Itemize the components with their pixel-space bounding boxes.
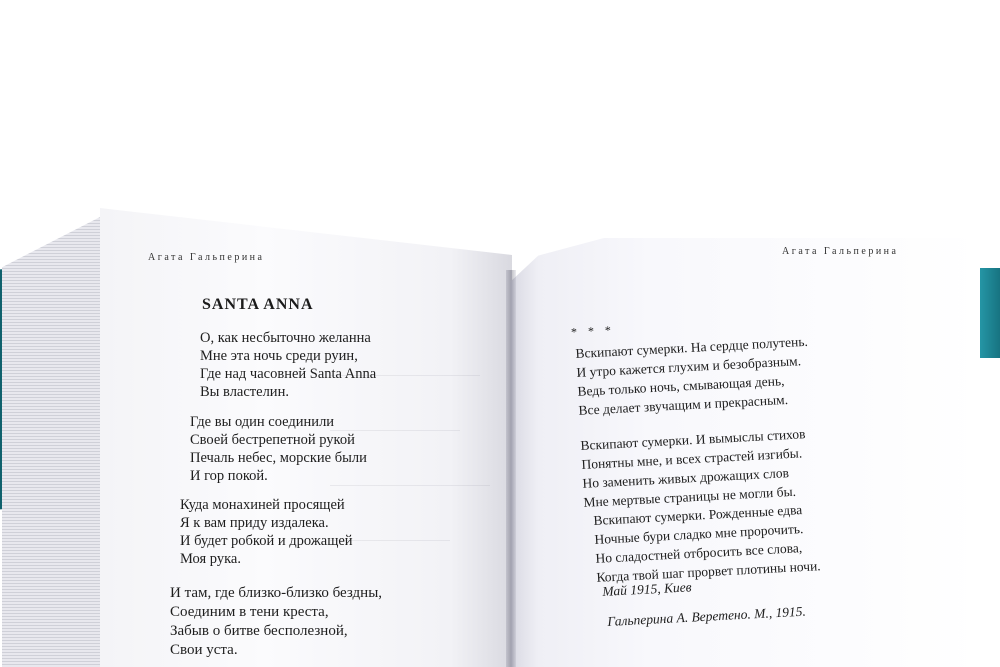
poem-line: Понятны мне, и всех страстей изгибы. xyxy=(581,445,803,472)
poem-line: Вскипают сумерки. И вымыслы стихов xyxy=(580,426,806,453)
left-stanza-2 xyxy=(190,413,367,485)
poem-line: Мне мертвые страницы не могли бы. xyxy=(583,483,797,510)
poem-line: Но заменить живых дрожащих слов xyxy=(582,465,790,491)
poem-line: Я к вам приду издалека. xyxy=(180,515,329,531)
poem-title: SANTA ANNA xyxy=(202,296,314,313)
poem-line: Печаль небес, морские были xyxy=(190,450,367,466)
poem-line: Вскипают сумерки. На сердце полутень. xyxy=(575,333,809,361)
left-stanza-3 xyxy=(180,496,353,568)
left-running-head: Агата Гальперина xyxy=(148,252,265,263)
right-running-head: Агата Гальперина xyxy=(782,246,899,257)
poem-line: И там, где близко-близко бездны, xyxy=(170,585,383,601)
left-stanza-1 xyxy=(200,329,376,401)
poem-line: Когда твой шаг прорвет плотины ночи. xyxy=(596,558,821,585)
page-stack xyxy=(2,212,112,667)
poem-line: И будет робкой и дрожащей xyxy=(180,533,353,549)
poem-line: О, как несбыточно желанна xyxy=(200,330,371,346)
right-stanza-3 xyxy=(593,499,821,587)
poem-line: Моя рука. xyxy=(180,551,241,567)
poem-line: Куда монахиней просящей xyxy=(180,497,345,513)
poem-line: Забыв о битве бесполезной, xyxy=(170,623,348,639)
poem-line: Соединим в тени креста, xyxy=(170,604,329,620)
poem-source: Гальперина А. Веретено. М., 1915. xyxy=(607,603,807,629)
poem-line: Мне эта ночь среди руин, xyxy=(200,348,358,364)
poem-line: Но сладостней отбросить все слова, xyxy=(595,540,803,566)
poem-line: Ночные бури сладко мне пророчить. xyxy=(594,521,804,547)
poem-line: Где вы один соединили xyxy=(190,414,335,430)
poem-line: Вскипают сумерки. Рожденные едва xyxy=(593,502,803,528)
poem-line: Свои уста. xyxy=(170,642,238,658)
poem-line: И утро кажется глухим и безобразным. xyxy=(576,353,802,380)
poem-line: Вы властелин. xyxy=(200,384,289,400)
poem-line: Своей бестрепетной рукой xyxy=(190,432,355,448)
right-stanza-2 xyxy=(580,424,809,512)
poem-line: Где над часовней Santa Anna xyxy=(200,366,377,382)
left-stanza-4 xyxy=(170,584,382,660)
poem-date-place: Май 1915, Киев xyxy=(602,579,692,599)
right-stanza-1 xyxy=(575,332,811,420)
section-asterisks: * * * xyxy=(570,322,616,340)
poem-line: Ведь только ночь, смывающая день, xyxy=(577,373,785,399)
poem-line: И гор покой. xyxy=(190,468,268,484)
book-gutter xyxy=(506,270,516,667)
poem-line: Все делает звучащим и прекрасным. xyxy=(578,391,789,418)
